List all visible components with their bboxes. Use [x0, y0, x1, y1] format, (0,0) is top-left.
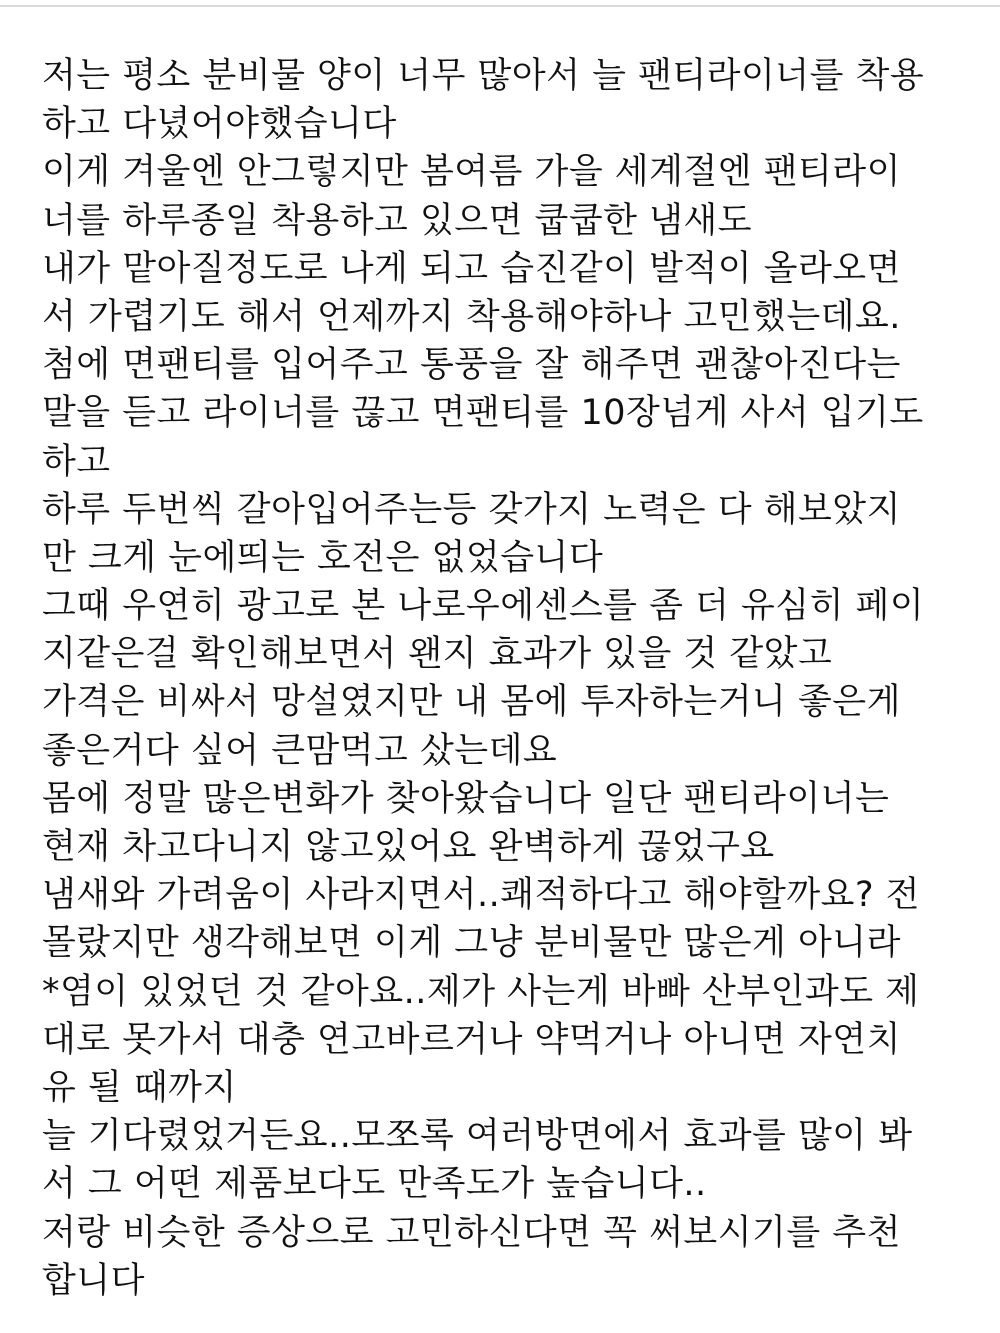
text-line: 만 크게 눈에띄는 호전은 없었습니다 [42, 537, 604, 578]
text-line: 서 가렵기도 해서 언제까지 착용해야하나 고민했는데요. [42, 296, 901, 337]
text-line: 유 될 때까지 [42, 1067, 237, 1108]
top-divider [0, 5, 1000, 7]
text-line: 첨에 면팬티를 입어주고 통풍을 잘 해주면 괜찮아진다는 [42, 345, 901, 386]
text-line: 서 그 어떤 제품보다도 만족도가 높습니다.. [42, 1164, 707, 1205]
text-line: 합니다 [42, 1260, 145, 1301]
text-line: 가격은 비싸서 망설였지만 내 몸에 투자하는거니 좋은게 [42, 682, 901, 723]
text-line: 저랑 비슷한 증상으로 고민하신다면 꼭 써보시기를 추천 [42, 1212, 901, 1253]
review-text-body [42, 52, 982, 1305]
text-line: 하고 [42, 441, 111, 482]
text-line: 몰랐지만 생각해보면 이게 그냥 분비물만 많은게 아니라 [42, 923, 901, 964]
text-line: 내가 맡아질정도로 나게 되고 습진같이 발적이 올라오면 [42, 248, 901, 289]
text-line: 너를 하루종일 착용하고 있으면 쿱쿱한 냄새도 [42, 200, 753, 241]
text-line: 몸에 정말 많은변화가 찾아왔습니다 일단 팬티라이너는 [42, 778, 890, 819]
text-line: 늘 기다렸었거든요..모쪼록 여러방면에서 효과를 많이 봐 [42, 1116, 913, 1157]
text-line: 그때 우연히 광고로 본 나로우에센스를 좀 더 유심히 페이 [42, 586, 925, 627]
text-line: 이게 겨울엔 안그렇지만 봄여름 가을 세계절엔 팬티라이 [42, 152, 901, 193]
text-line: 말을 듣고 라이너를 끊고 면팬티를 10장넘게 사서 입기도 [42, 393, 924, 434]
text-line: 저는 평소 분비물 양이 너무 많아서 늘 팬티라이너를 착용 [42, 56, 925, 96]
text-line: 좋은거다 싶어 큰맘먹고 샀는데요 [42, 730, 558, 771]
text-line: 하고 다녔어야했습니다 [42, 104, 397, 145]
text-line: 냄새와 가려움이 사라지면서..쾌적하다고 해야할까요? 전 [42, 875, 920, 916]
text-line: 대로 못가서 대충 연고바르거나 약먹거나 아니면 자연치 [42, 1019, 901, 1060]
text-line: 현재 차고다니지 않고있어요 완벽하게 끊었구요 [42, 827, 775, 867]
text-line: 하루 두번씩 갈아입어주는등 갖가지 노력은 다 해보았지 [42, 489, 901, 530]
text-line: *염이 있었던 것 같아요..제가 사는게 바빠 산부인과도 제 [42, 971, 920, 1012]
text-line: 지같은걸 확인해보면서 왠지 효과가 있을 것 같았고 [42, 634, 833, 675]
